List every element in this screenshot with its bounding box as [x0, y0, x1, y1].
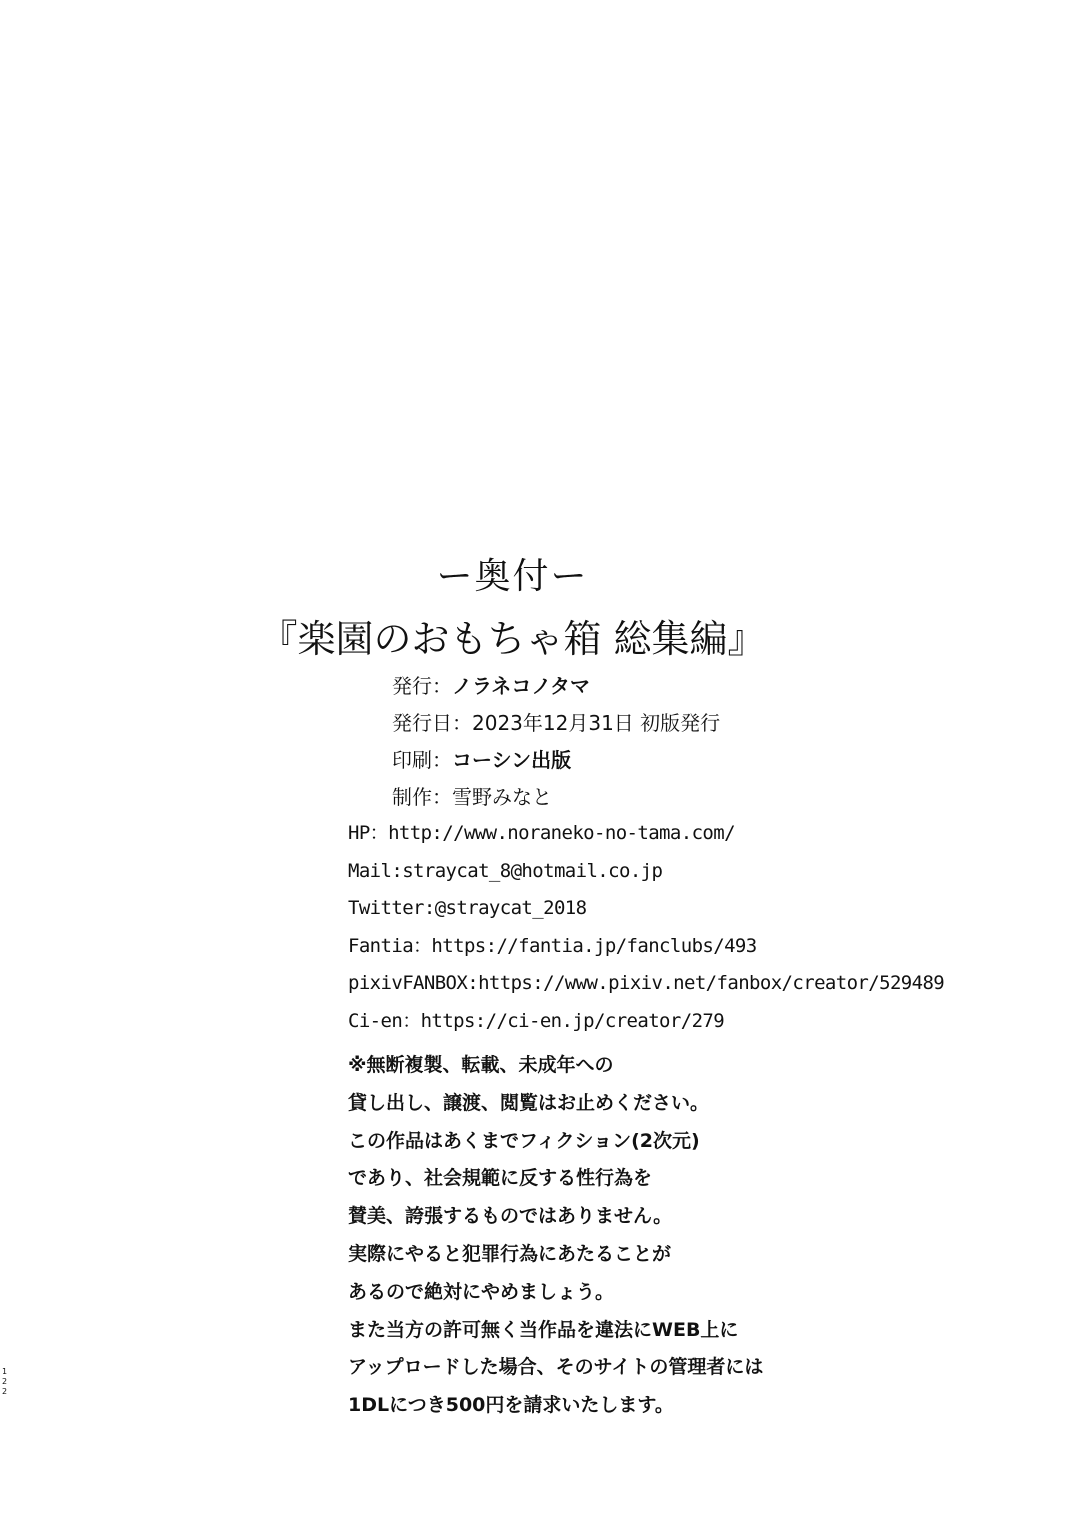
contact-pixiv-fanbox: pixivFANBOX:https://www.pixiv.net/fanbox/creator/529489	[348, 972, 945, 995]
contact-list	[348, 815, 944, 1041]
publisher-row	[392, 668, 720, 705]
publish-date-row	[392, 705, 720, 742]
publish-date-value: 2023年12月31日 初版発行	[472, 711, 721, 735]
notice-line: また当方の許可無く当作品を違法にWEB上に	[348, 1318, 739, 1341]
book-title: 『楽園のおもちゃ箱 総集編』	[259, 617, 766, 661]
legal-notice	[348, 1047, 763, 1425]
contact-fantia: Fantia：https://fantia.jp/fanclubs/493	[348, 934, 757, 957]
page-number: 122	[2, 1367, 8, 1396]
notice-line: アップロードした場合、そのサイトの管理者には	[348, 1356, 764, 1379]
production-row	[392, 779, 720, 816]
contact-twitter: Twitter:@straycat_2018	[348, 897, 587, 920]
publisher-value: ノラネコノタマ	[452, 674, 590, 698]
notice-line: 貸し出し、譲渡、閲覧はお止めください。	[348, 1091, 710, 1114]
contact-homepage: HP：http://www.noraneko-no-tama.com/	[348, 822, 735, 844]
printer-label: 印刷	[392, 748, 432, 772]
notice-line: ※無断複製、転載、未成年への	[348, 1054, 614, 1076]
notice-line: 実際にやると犯罪行為にあたることが	[348, 1242, 672, 1265]
notice-line: であり、社会規範に反する性行為を	[348, 1167, 653, 1190]
notice-line: 1DLにつき500円を請求いたします。	[348, 1394, 674, 1417]
production-separator: ：	[432, 785, 452, 809]
publisher-separator: ：	[432, 674, 452, 698]
notice-line: あるので絶対にやめましょう。	[348, 1280, 615, 1303]
publish-date-label: 発行日	[392, 711, 452, 735]
production-label: 制作	[392, 785, 432, 809]
publisher-label: 発行	[392, 674, 432, 698]
colophon-heading: ー奥付ー	[436, 556, 589, 597]
notice-line: この作品はあくまでフィクション(2次元)	[348, 1129, 700, 1152]
printer-row	[392, 742, 720, 779]
printer-value: コーシン出版	[452, 748, 572, 772]
contact-mail: Mail:straycat_8@hotmail.co.jp	[348, 859, 663, 882]
notice-line: 賛美、誇張するものではありません。	[348, 1205, 673, 1228]
publication-info	[392, 668, 720, 816]
production-value: 雪野みなと	[452, 785, 552, 809]
contact-ci-en: Ci-en：https://ci-en.jp/creator/279	[348, 1009, 725, 1032]
printer-separator: ：	[432, 748, 452, 772]
publish-date-separator: ：	[452, 711, 472, 735]
